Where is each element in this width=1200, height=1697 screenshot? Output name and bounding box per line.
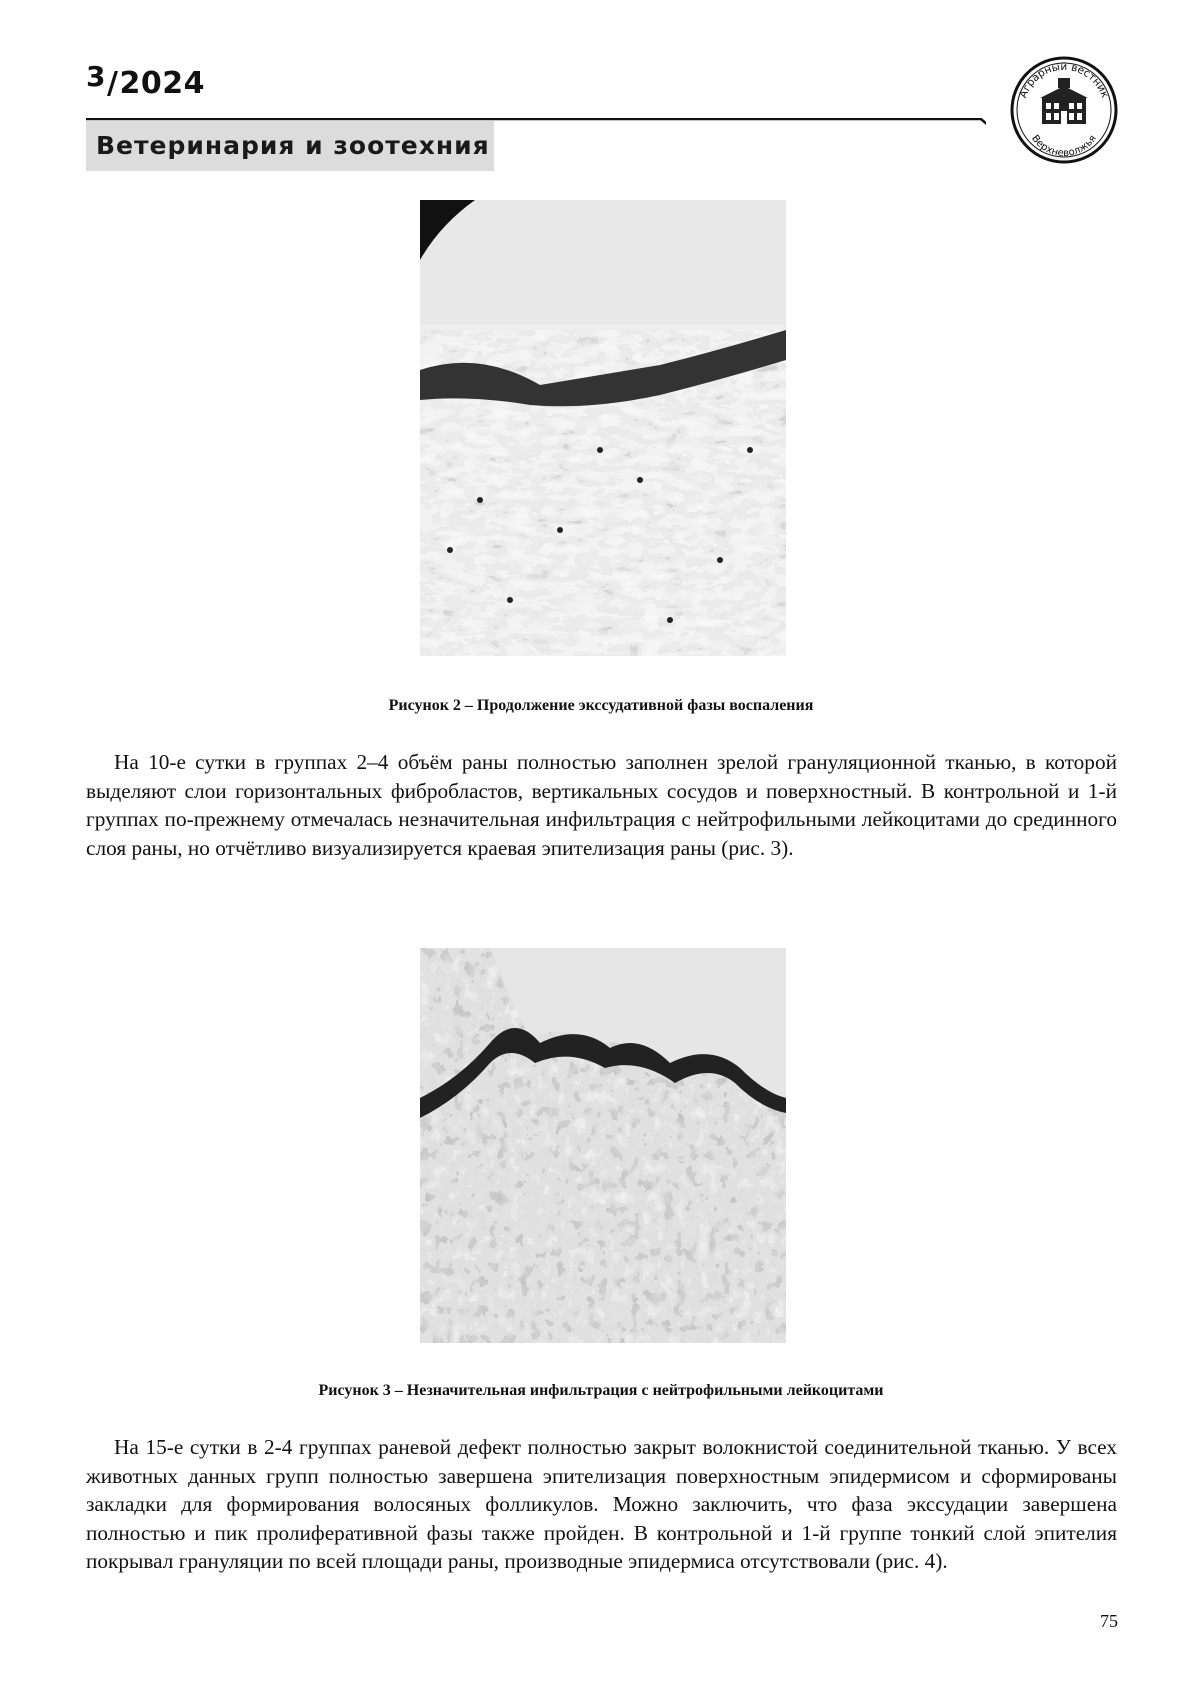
issue-year: 2024: [119, 66, 205, 101]
body-paragraph-2: На 15-е сутки в 2-4 группах раневой дефект полностью закрыт волокнистой соединительной тканью. У всех животных данных групп полностью завершена эпителизация поверхностным эпидермисом и сформированы закладки для формирования волосяных фолликулов. Можно заключить, что фаза экссудации завершена полностью и пик пролиферативной фазы также пройден. В контрольной и 1-й группе тонкий слой эпителия покрывал грануляции по всей площади раны, производные эпидермиса отсутствовали (рис. 4).: [86, 1433, 1117, 1576]
figure-3-caption: Рисунок 3 – Незначительная инфильтрация с нейтрофильными лейкоцитами: [86, 1382, 1116, 1400]
figure-2-caption: Рисунок 2 – Продолжение экссудативной фазы воспаления: [86, 697, 1116, 715]
issue-number-value: 3: [86, 60, 106, 93]
figure-3-micrograph: [420, 948, 786, 1343]
issue-slash: /: [107, 66, 118, 101]
logo-bottom-text: Верхневолжья: [1029, 133, 1099, 159]
body-paragraph-1: На 10-е сутки в группах 2–4 объём раны полностью заполнен зрелой грануляционной тканью, в которой выделяют слои горизонтальных фибробластов, вертикальных сосудов и поверхностный. В контрольной и 1-й группах по-прежнему отмечалась незначительная инфильтрация с нейтрофильными лейкоцитами до срединного слоя раны, но отчётливо визуализируется краевая эпителизация раны (рис. 3).: [86, 748, 1117, 862]
journal-logo: [1004, 48, 1120, 164]
figure-2-micrograph: [420, 200, 786, 656]
page-number: 75: [1100, 1611, 1118, 1632]
logo-top-text: Аграрный вестник: [1017, 61, 1111, 100]
issue-number: [86, 66, 205, 101]
section-title: Ветеринария и зоотехния: [96, 131, 490, 160]
